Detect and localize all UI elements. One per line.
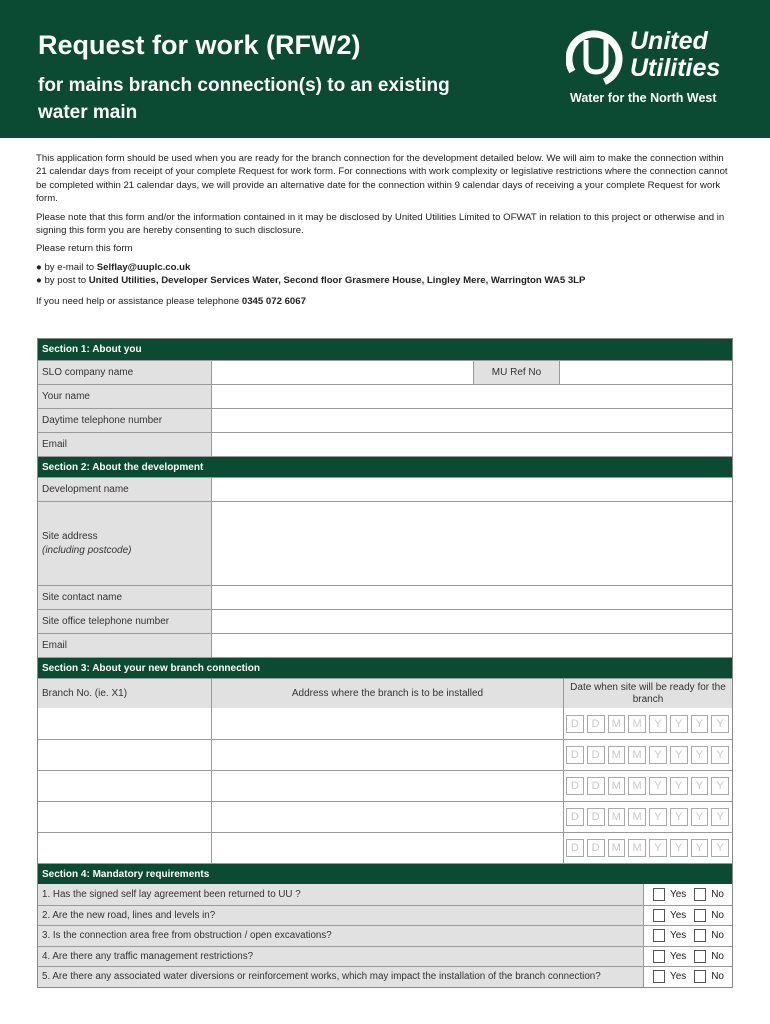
- yes-label: Yes: [669, 909, 687, 921]
- date-digit-box[interactable]: M: [608, 777, 626, 795]
- no-checkbox[interactable]: [694, 909, 706, 922]
- site-address-note: (including postcode): [42, 545, 132, 556]
- branch-table-header: [38, 678, 732, 708]
- yes-checkbox[interactable]: [653, 970, 665, 983]
- ready-date-field: [564, 802, 732, 832]
- branch-no-field[interactable]: [38, 833, 212, 863]
- post-bullet-prefix: ● by post to: [36, 275, 89, 287]
- date-digit-box[interactable]: Y: [711, 746, 729, 764]
- page-header: [0, 0, 770, 138]
- site-email-field[interactable]: [212, 634, 732, 657]
- mu-ref-label: MU Ref No: [474, 361, 560, 384]
- date-digit-box[interactable]: Y: [649, 808, 667, 826]
- date-digit-box[interactable]: D: [566, 715, 584, 733]
- ready-date-field: [564, 833, 732, 863]
- branch-address-field[interactable]: [212, 708, 564, 739]
- branch-no-field[interactable]: [38, 740, 212, 770]
- your-name-row: [38, 384, 732, 408]
- mu-ref-field[interactable]: [560, 361, 732, 384]
- question-row: [38, 925, 732, 946]
- help-prefix: If you need help or assistance please telephone: [36, 295, 242, 307]
- branch-address-field[interactable]: [212, 802, 564, 832]
- yes-label: Yes: [669, 888, 687, 900]
- form-title: Request for work (RFW2): [38, 30, 361, 60]
- branch-address-field[interactable]: [212, 740, 564, 770]
- date-digit-box[interactable]: D: [587, 777, 605, 795]
- date-digit-box[interactable]: Y: [711, 777, 729, 795]
- date-digit-box[interactable]: D: [566, 746, 584, 764]
- date-digit-box[interactable]: Y: [711, 715, 729, 733]
- uu-logo-mark-icon: [566, 30, 626, 86]
- intro-text: [36, 152, 736, 313]
- email-bullet: [36, 261, 736, 274]
- question-row: [38, 966, 732, 987]
- development-name-label: Development name: [38, 478, 212, 501]
- date-digit-box[interactable]: Y: [711, 808, 729, 826]
- date-digit-box[interactable]: Y: [691, 777, 709, 795]
- ready-date-field: [564, 771, 732, 801]
- question-label: 3. Is the connection area free from obstruction / open excavations?: [38, 926, 644, 946]
- date-digit-box[interactable]: D: [566, 808, 584, 826]
- branch-address-field[interactable]: [212, 771, 564, 801]
- date-digit-box[interactable]: Y: [670, 715, 688, 733]
- date-digit-box[interactable]: D: [587, 808, 605, 826]
- yes-label: Yes: [669, 971, 687, 983]
- logo-line-2: Utilities: [630, 54, 721, 82]
- date-digit-box[interactable]: M: [628, 808, 646, 826]
- daytime-phone-row: [38, 408, 732, 432]
- question-label: 1. Has the signed self lay agreement been returned to UU ?: [38, 884, 644, 905]
- branch-row: [38, 708, 732, 739]
- branch-no-field[interactable]: [38, 802, 212, 832]
- site-office-phone-label: Site office telephone number: [38, 610, 212, 633]
- intro-paragraph-2: Please note that this form and/or the information contained in it may be disclosed by United Utilities Limited to OFWAT in relation to this project or otherwise and in signing this form you are hereby consenting to such disclosure.: [36, 211, 725, 237]
- site-address-row: [38, 501, 732, 585]
- answer-options: [644, 967, 732, 987]
- section-3-heading: Section 3: About your new branch connection: [38, 657, 732, 678]
- daytime-phone-label: Daytime telephone number: [38, 409, 212, 432]
- post-bullet: [36, 274, 736, 287]
- date-digit-box[interactable]: D: [566, 839, 584, 857]
- date-digit-box[interactable]: Y: [670, 746, 688, 764]
- return-postal-address: United Utilities, Developer Services Water, Second floor Grasmere House, Lingley Mere, Warrington WA5 3LP: [88, 275, 586, 287]
- question-label: 5. Are there any associated water diversions or reinforcement works, which may impact the installation of the branch connection?: [38, 967, 644, 987]
- branch-no-field[interactable]: [38, 708, 212, 739]
- site-address-label: [38, 502, 212, 585]
- site-office-phone-field[interactable]: [212, 610, 732, 633]
- form-subtitle: for mains branch connection(s) to an existing water main: [38, 75, 450, 123]
- return-email-link[interactable]: Selflay@uuplc.co.uk: [96, 261, 191, 273]
- question-row: [38, 884, 732, 905]
- question-label: 4. Are there any traffic management restrictions?: [38, 947, 644, 967]
- email-row: [38, 432, 732, 456]
- date-digit-box[interactable]: Y: [711, 839, 729, 857]
- yes-checkbox[interactable]: [653, 909, 665, 922]
- date-digit-box[interactable]: Y: [691, 715, 709, 733]
- date-digit-box[interactable]: Y: [649, 839, 667, 857]
- intro-paragraph-1: This application form should be used when you are ready for the branch connection for the development detailed below. We will aim to make the connection within 21 calendar days from receipt of your complete Request for work form. For connections with work complexity or legislative restrictions where the connection cannot be completed within 21 calendar days, we will provide an alternative date for the connection within 9 calendar days of receiving a your complete Request for work form.: [36, 153, 728, 205]
- slo-company-field[interactable]: [212, 361, 474, 384]
- date-digit-box[interactable]: Y: [649, 777, 667, 795]
- no-label: No: [711, 888, 724, 900]
- site-email-row: [38, 633, 732, 657]
- branch-row: [38, 770, 732, 801]
- site-contact-field[interactable]: [212, 586, 732, 609]
- no-label: No: [711, 909, 724, 921]
- no-label: No: [711, 930, 724, 942]
- date-digit-box[interactable]: M: [628, 715, 646, 733]
- question-row: [38, 905, 732, 926]
- site-address-label-text: Site address: [42, 531, 98, 542]
- site-office-phone-row: [38, 609, 732, 633]
- date-digit-box[interactable]: M: [628, 839, 646, 857]
- site-contact-row: [38, 585, 732, 609]
- date-digit-box[interactable]: D: [587, 715, 605, 733]
- date-digit-box[interactable]: Y: [649, 715, 667, 733]
- yes-checkbox[interactable]: [653, 929, 665, 942]
- section-2-heading: Section 2: About the development: [38, 456, 732, 477]
- ready-date-field: [564, 740, 732, 770]
- site-address-field[interactable]: [212, 502, 732, 585]
- question-row: [38, 946, 732, 967]
- date-digit-box[interactable]: Y: [691, 746, 709, 764]
- question-label: 2. Are the new road, lines and levels in?: [38, 906, 644, 926]
- branch-row: [38, 739, 732, 770]
- yes-checkbox[interactable]: [653, 950, 665, 963]
- branch-row: [38, 832, 732, 863]
- date-digit-box[interactable]: Y: [691, 808, 709, 826]
- development-name-field[interactable]: [212, 478, 732, 501]
- date-digit-box[interactable]: D: [587, 746, 605, 764]
- date-digit-box[interactable]: M: [628, 746, 646, 764]
- request-form: [37, 338, 733, 988]
- no-label: No: [711, 971, 724, 983]
- daytime-phone-field[interactable]: [212, 409, 732, 432]
- yes-checkbox[interactable]: [653, 888, 665, 901]
- logo-wordmark: [630, 28, 720, 82]
- date-digit-box[interactable]: M: [608, 746, 626, 764]
- help-phone-number: 0345 072 6067: [241, 295, 306, 307]
- ready-date-field: [564, 708, 732, 739]
- yes-label: Yes: [669, 950, 687, 962]
- email-bullet-prefix: ● by e-mail to: [36, 261, 97, 273]
- logo-tagline: Water for the North West: [570, 91, 717, 105]
- slo-company-label: SLO company name: [38, 361, 212, 384]
- united-utilities-logo: [564, 28, 744, 110]
- date-digit-box[interactable]: Y: [691, 839, 709, 857]
- branch-address-column-header: Address where the branch is to be installed: [212, 679, 564, 708]
- answer-options: [644, 884, 732, 905]
- site-contact-label: Site contact name: [38, 586, 212, 609]
- answer-options: [644, 947, 732, 967]
- no-checkbox[interactable]: [694, 950, 706, 963]
- email-label: Email: [38, 433, 212, 456]
- site-email-label: Email: [38, 634, 212, 657]
- date-digit-box[interactable]: D: [566, 777, 584, 795]
- date-digit-box[interactable]: D: [587, 839, 605, 857]
- branch-row: [38, 801, 732, 832]
- date-digit-box[interactable]: Y: [649, 746, 667, 764]
- date-digit-box[interactable]: Y: [670, 839, 688, 857]
- your-name-label: Your name: [38, 385, 212, 408]
- branch-no-column-header: Branch No. (ie. X1): [38, 679, 212, 708]
- no-label: No: [711, 950, 724, 962]
- development-name-row: [38, 477, 732, 501]
- section-4-heading: Section 4: Mandatory requirements: [38, 863, 732, 884]
- date-digit-box[interactable]: M: [608, 808, 626, 826]
- yes-label: Yes: [669, 930, 687, 942]
- slo-company-row: [38, 360, 732, 384]
- your-name-field[interactable]: [212, 385, 732, 408]
- branch-no-field[interactable]: [38, 771, 212, 801]
- help-line: [36, 295, 736, 308]
- section-1-heading: Section 1: About you: [38, 339, 732, 360]
- no-checkbox[interactable]: [694, 929, 706, 942]
- date-digit-box[interactable]: Y: [670, 808, 688, 826]
- intro-paragraph-3: Please return this form: [36, 243, 133, 255]
- logo-line-1: United: [630, 27, 708, 55]
- date-digit-box[interactable]: Y: [670, 777, 688, 795]
- answer-options: [644, 906, 732, 926]
- branch-address-field[interactable]: [212, 833, 564, 863]
- date-digit-box[interactable]: M: [608, 839, 626, 857]
- answer-options: [644, 926, 732, 946]
- email-field[interactable]: [212, 433, 732, 456]
- ready-date-column-header: Date when site will be ready for the branch: [564, 679, 732, 708]
- no-checkbox[interactable]: [694, 888, 706, 901]
- no-checkbox[interactable]: [694, 970, 706, 983]
- date-digit-box[interactable]: M: [628, 777, 646, 795]
- date-digit-box[interactable]: M: [608, 715, 626, 733]
